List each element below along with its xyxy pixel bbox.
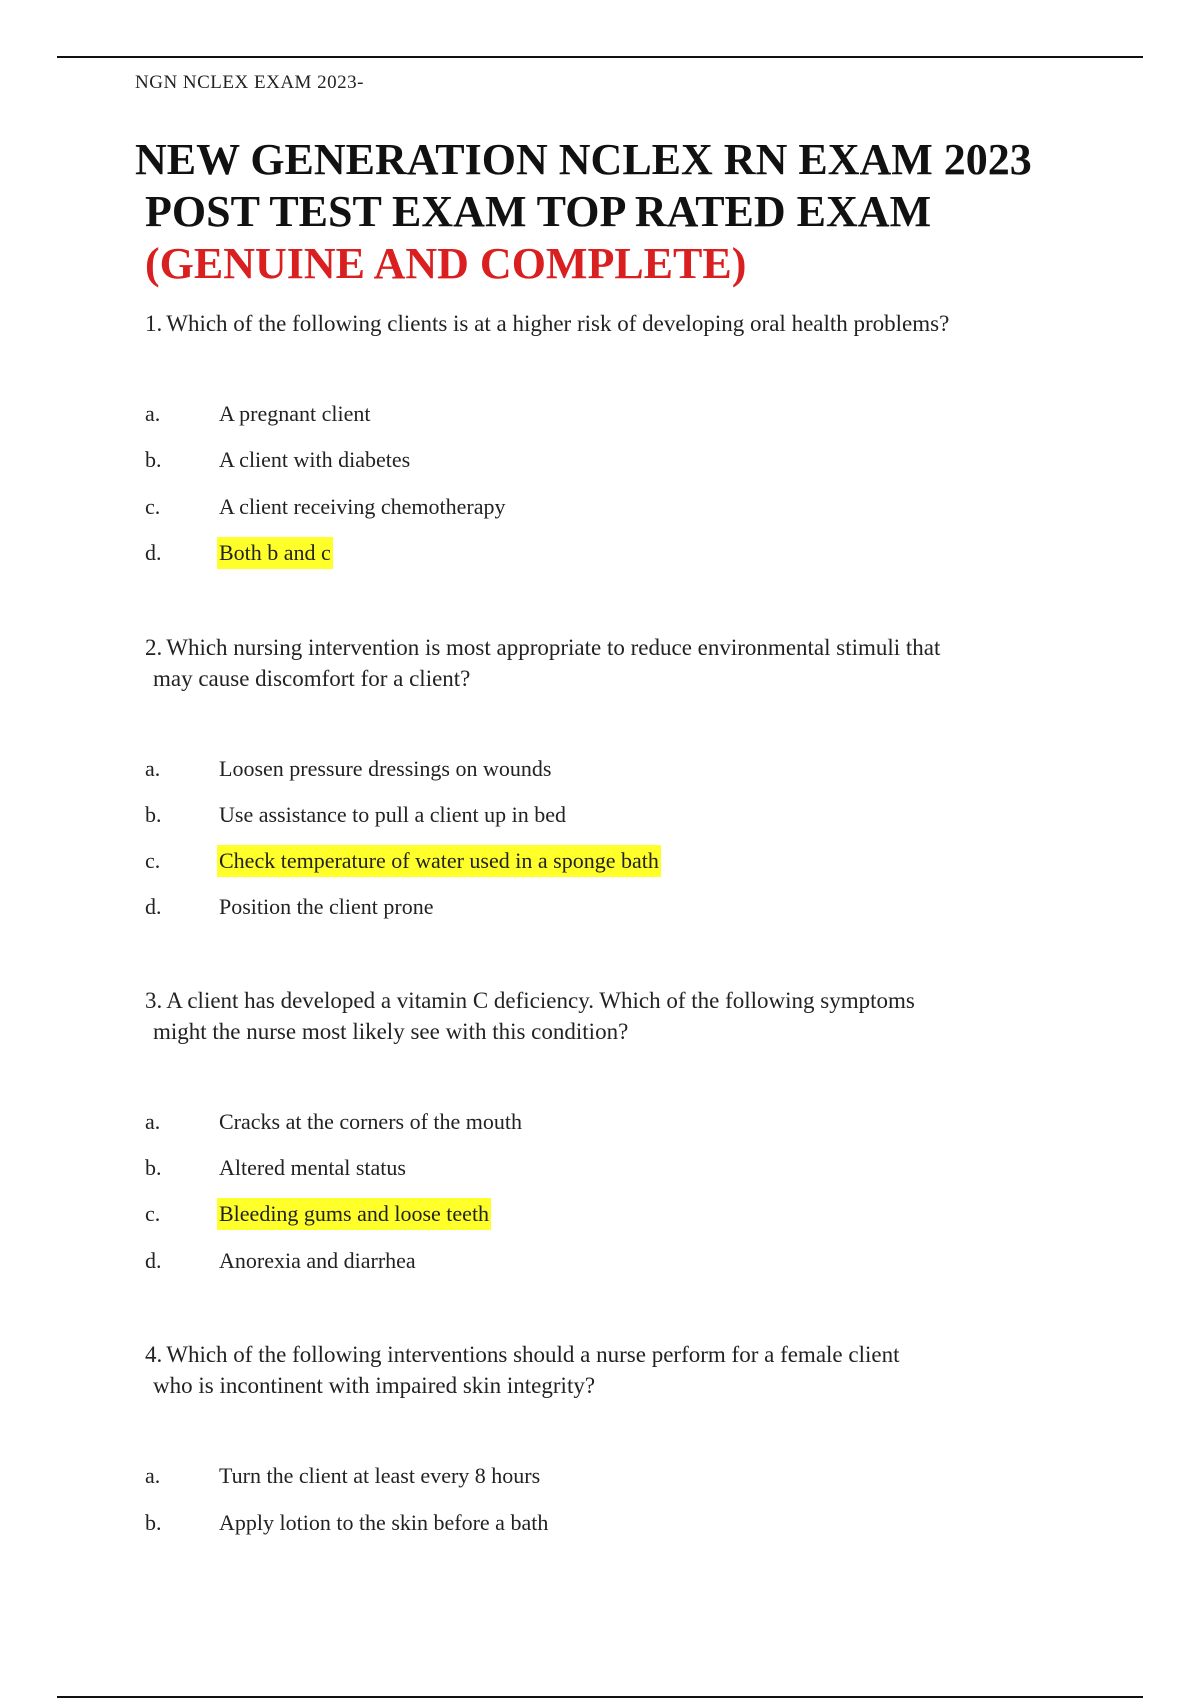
question-number: 3. [145,988,163,1013]
running-header: NGN NCLEX EXAM 2023- [135,72,365,93]
option-letter: a. [145,1463,161,1488]
document-title [135,134,1095,290]
option-text: Altered mental status [219,1155,406,1180]
option-letter: d. [145,894,162,919]
option-text: Anorexia and diarrhea [219,1248,416,1273]
question-text: A client has developed a vitamin C deficiency. Which of the following symptoms [166,988,915,1013]
option-letter: c. [145,848,161,873]
top-rule [57,56,1143,58]
option-text: Loosen pressure dressings on wounds [219,756,552,781]
option-text: Use assistance to pull a client up in bed [219,802,567,827]
option-letter: c. [145,1201,161,1226]
question-4 [145,1339,1085,1401]
title-line-1: NEW GENERATION NCLEX RN EXAM 2023 [135,135,1032,184]
question-text-continued: may cause discomfort for a client? [153,666,471,691]
q2-option-d [145,891,435,923]
question-text: Which of the following interventions should a nurse perform for a female client [166,1342,900,1367]
option-text: Cracks at the corners of the mouth [219,1109,523,1134]
q4-option-a [145,1460,542,1492]
option-letter: d. [145,1248,162,1273]
option-text-highlighted: Bleeding gums and loose teeth [217,1198,491,1230]
option-text: Apply lotion to the skin before a bath [219,1510,549,1535]
option-letter: a. [145,401,161,426]
q3-option-b [145,1152,408,1184]
q2-option-b [145,799,568,831]
option-letter: a. [145,1109,161,1134]
question-text: Which of the following clients is at a higher risk of developing oral health problems? [166,311,950,336]
q1-option-c [145,491,508,523]
option-text: A client with diabetes [219,447,411,472]
option-letter: d. [145,540,162,565]
question-number: 2. [145,635,163,660]
option-letter: b. [145,802,162,827]
option-text: Position the client prone [219,894,434,919]
question-text-continued: who is incontinent with impaired skin integrity? [153,1373,596,1398]
option-letter: b. [145,1155,162,1180]
title-line-2: POST TEST EXAM TOP RATED EXAM [145,187,932,236]
option-letter: a. [145,756,161,781]
question-text: Which nursing intervention is most appropriate to reduce environmental stimuli that [166,635,941,660]
option-letter: c. [145,494,161,519]
title-line-3: (GENUINE AND COMPLETE) [145,239,747,288]
q1-option-a [145,398,373,430]
q2-option-a [145,753,553,785]
question-2 [145,632,1085,694]
q3-option-a [145,1106,524,1138]
bottom-rule [57,1696,1143,1698]
option-text: A client receiving chemotherapy [219,494,506,519]
question-3 [145,985,1085,1047]
option-letter: b. [145,1510,162,1535]
q2-option-c [145,845,661,877]
option-letter: b. [145,447,162,472]
question-number: 4. [145,1342,163,1367]
q4-option-b [145,1507,550,1539]
option-text: A pregnant client [219,401,371,426]
option-text: Turn the client at least every 8 hours [219,1463,541,1488]
q3-option-c [145,1198,491,1230]
question-number: 1. [145,311,163,336]
question-text-continued: might the nurse most likely see with this condition? [153,1019,629,1044]
q1-option-b [145,444,412,476]
question-1 [145,308,1085,339]
option-text-highlighted: Both b and c [217,537,333,569]
q1-option-d [145,537,333,569]
option-text-highlighted: Check temperature of water used in a sponge bath [217,845,661,877]
q3-option-d [145,1245,418,1277]
